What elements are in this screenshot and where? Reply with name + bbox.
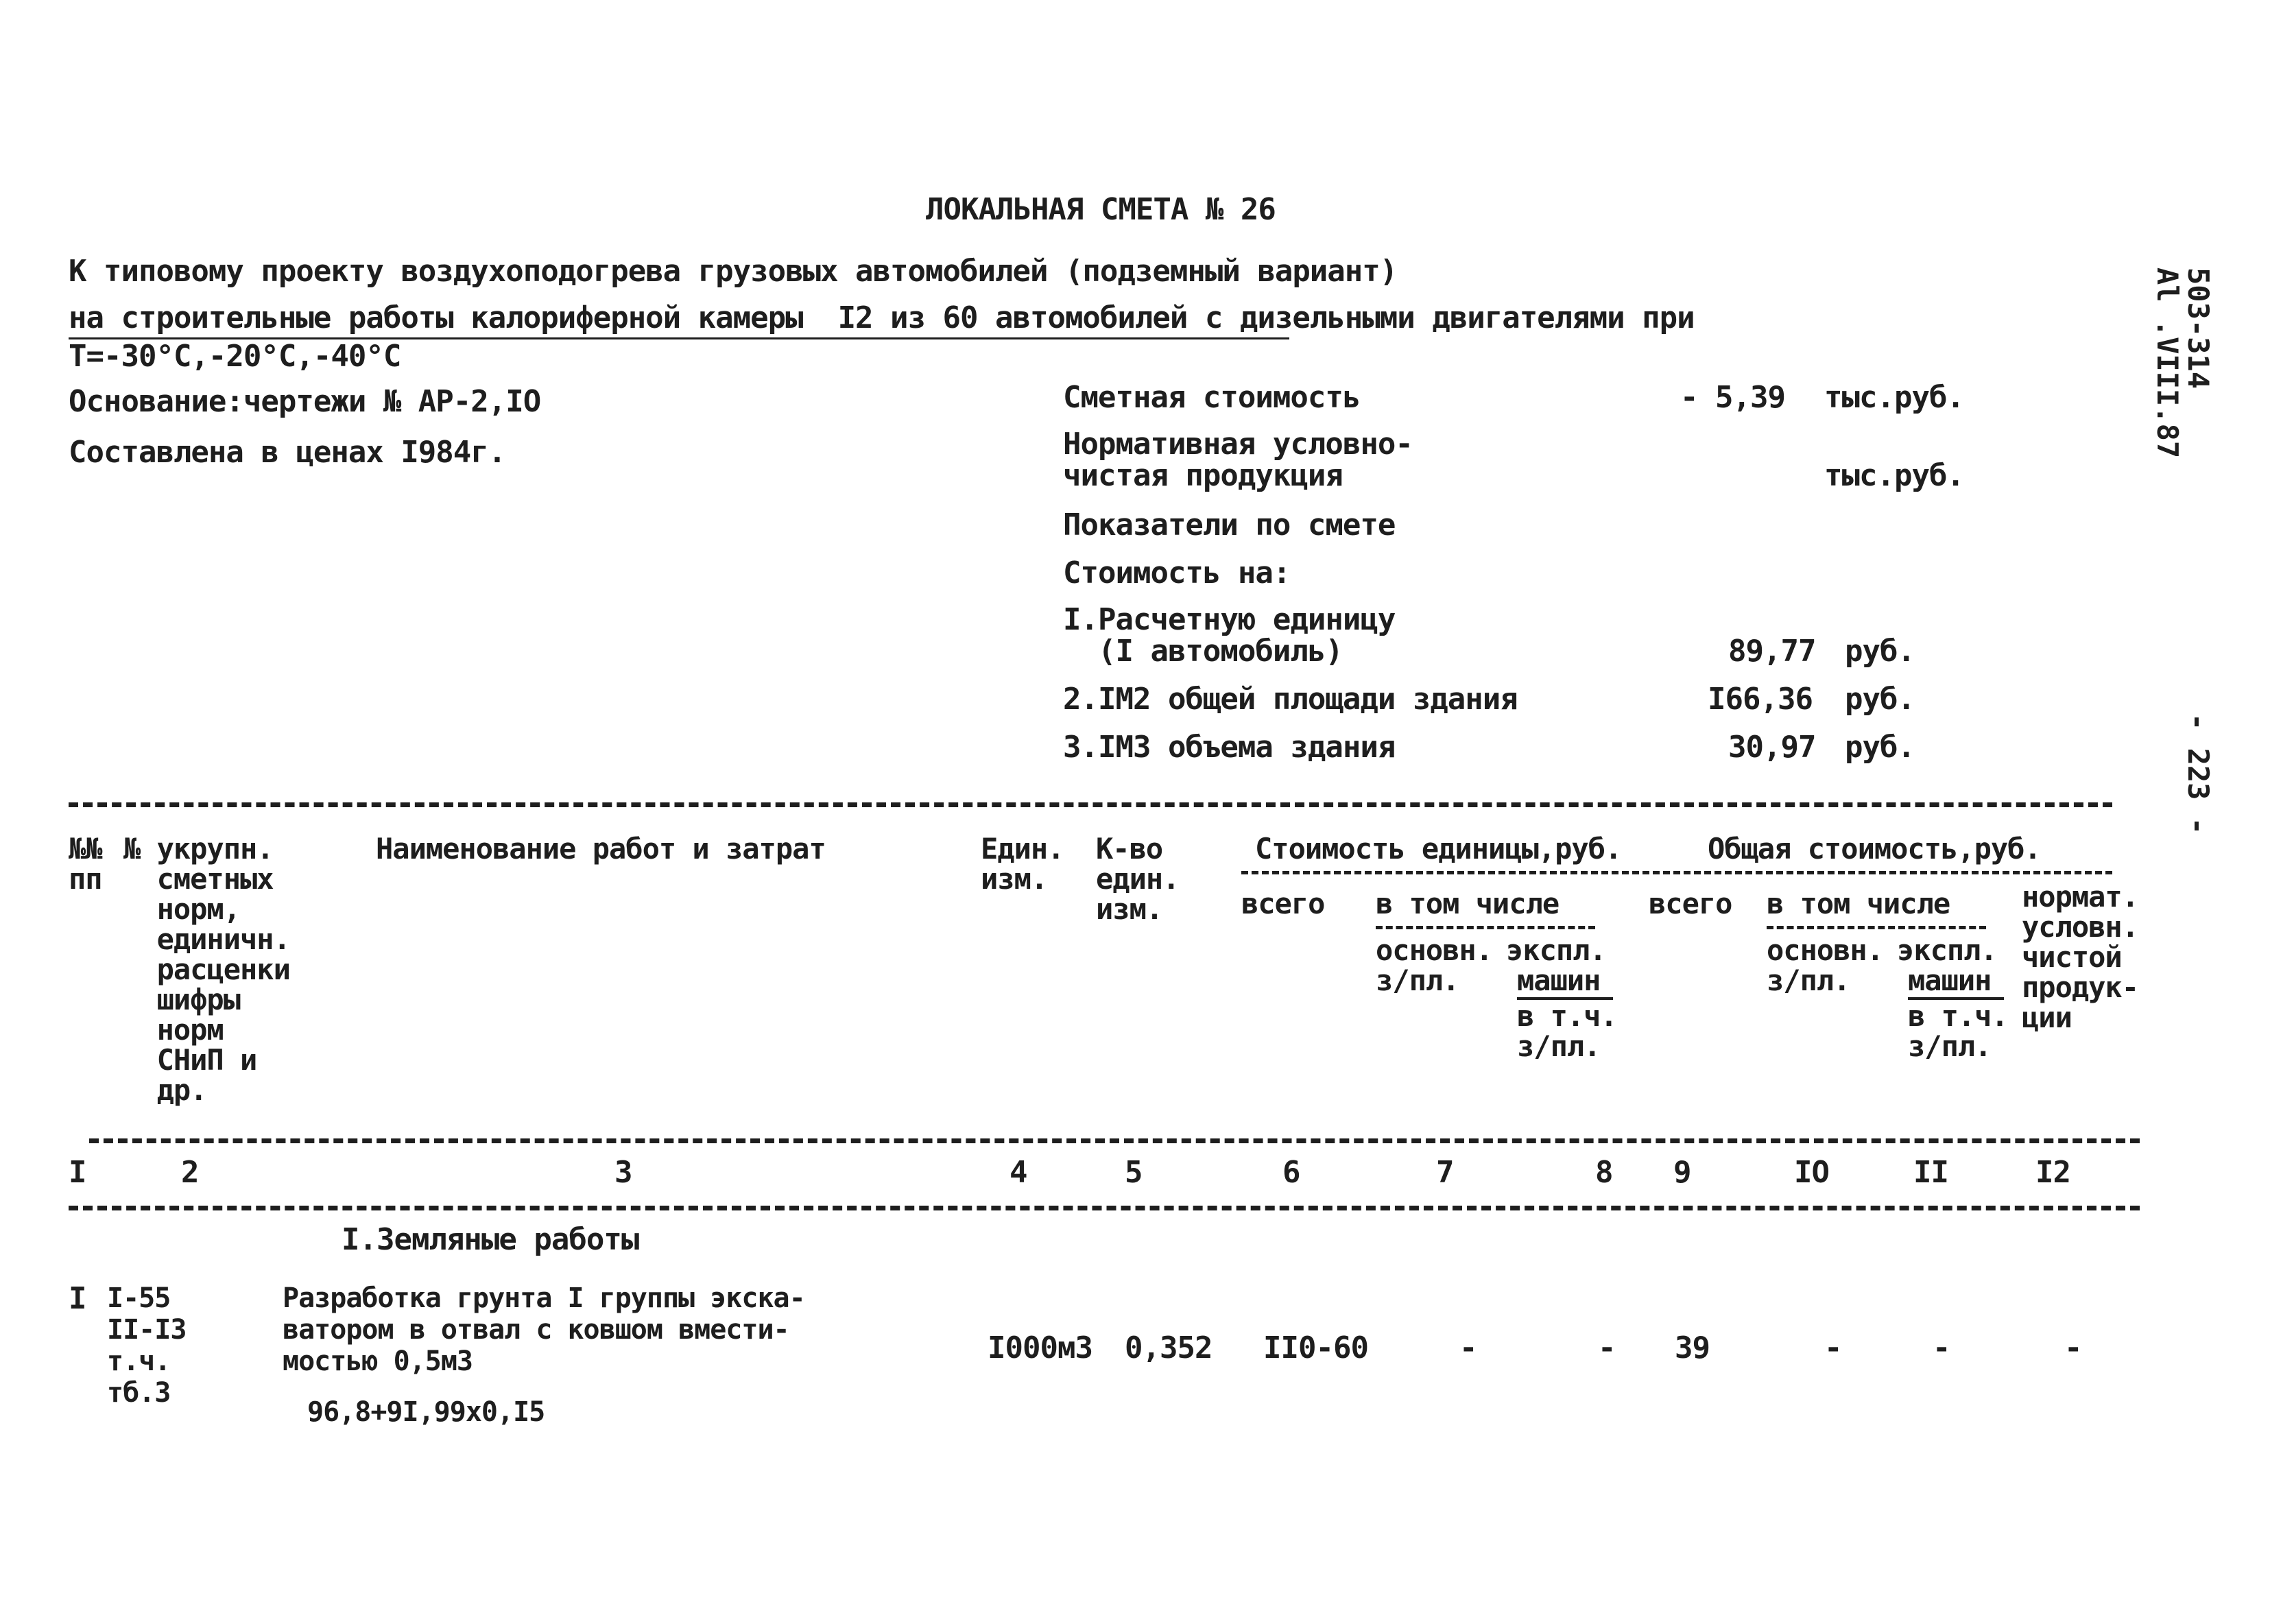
col-number-3: 3: [614, 1155, 632, 1190]
side-date: Al .VIII.87: [2151, 267, 2184, 459]
header-col1: №№ пп: [69, 832, 102, 896]
header-unit-cost: Стоимость единицы,руб.: [1255, 832, 1622, 865]
header-top-rule: [69, 802, 2112, 807]
col-number-4: 4: [1009, 1155, 1027, 1190]
header-col8-1: экспл.: [1506, 933, 1606, 967]
row-quantity: 0,352: [1125, 1330, 1212, 1365]
estimate-cost-unit: тыс.руб.: [1824, 380, 1964, 415]
header-col9: всего: [1649, 887, 1732, 920]
row-unit-mach: -: [1598, 1330, 1616, 1365]
row-norm: -: [2064, 1330, 2082, 1365]
row-total-main: -: [1824, 1330, 1842, 1365]
row-total-mach: -: [1933, 1330, 1950, 1365]
header-col10: основн. з/пл.: [1767, 933, 1884, 997]
col-number-10: IO: [1794, 1155, 1829, 1190]
header-col2: № укрупн. сметных норм, единичн. расценки шифры норм СНиП и др.: [123, 832, 290, 1107]
page-title: ЛОКАЛЬНАЯ СМЕТА № 26: [926, 192, 1276, 227]
cost-on-label: Стоимость на:: [1063, 556, 1291, 590]
page-number: - 223 -: [2182, 713, 2215, 835]
item1-label-1: I.Расчетную единицу: [1063, 602, 1396, 637]
header-col7: основн. з/пл.: [1376, 933, 1493, 997]
item3-label: 3.IМ3 объема здания: [1063, 730, 1396, 765]
col-number-12: I2: [2035, 1155, 2070, 1190]
item2-value: I66,36: [1708, 682, 1813, 717]
item2-label: 2.IМ2 общей площади здания: [1063, 682, 1518, 717]
header-col12: нормат. условн. чистой продук- ции: [2022, 880, 2139, 1034]
row-code: I-55 II-I3 т.ч. тб.3: [107, 1282, 187, 1409]
header-col11-1: экспл.: [1897, 933, 1997, 967]
norm-product-label-2: чистая продукция: [1063, 458, 1343, 493]
header-col8-2: машин: [1517, 964, 1601, 997]
header-col4: Един. изм.: [981, 832, 1064, 896]
subtitle-line-3: Т=-30°С,-20°С,-40°С: [69, 339, 401, 374]
header-col3: Наименование работ и затрат: [376, 832, 826, 865]
norm-product-label-1: Нормативная условно-: [1063, 427, 1413, 462]
basis-text: Основание:чертежи № АР-2,IО: [69, 384, 541, 419]
row-unit: I000м3: [988, 1330, 1092, 1365]
estimate-cost-value: - 5,39: [1680, 380, 1785, 415]
col-number-6: 6: [1282, 1155, 1300, 1190]
row-total: 39: [1675, 1330, 1710, 1365]
norm-product-unit: тыс.руб.: [1824, 458, 1964, 493]
row-unit-main: -: [1459, 1330, 1477, 1365]
col-number-8: 8: [1595, 1155, 1613, 1190]
item1-label-2: (I автомобиль): [1063, 634, 1343, 669]
item1-value: 89,77: [1728, 634, 1816, 669]
col-number-2: 2: [181, 1155, 199, 1190]
header-col5: К-во един. изм.: [1096, 832, 1180, 926]
section-title: I.Земляные работы: [342, 1222, 639, 1257]
side-code: 503-314: [2182, 267, 2215, 390]
header-col11-2: машин: [1908, 964, 1992, 997]
row-calculation: 96,8+9I,99x0,I5: [307, 1396, 545, 1428]
row-number: I: [69, 1281, 86, 1316]
header-incl-2-rule: [1767, 926, 1986, 929]
prices-text: Составлена в ценах I984г.: [69, 435, 506, 470]
row-description: Разработка грунта I группы экска- ватором в отвал с ковшом вмести- мостью 0,5м3: [283, 1282, 805, 1377]
header-incl-1-rule: [1376, 926, 1595, 929]
header-incl-2: в том числе: [1767, 887, 1950, 920]
row-unit-total: II0-60: [1263, 1330, 1368, 1365]
col-number-1: I: [69, 1155, 86, 1190]
item1-unit: руб.: [1845, 634, 1915, 669]
subtitle-line-2: на строительные работы калориферной камеры I2 из 60 автомобилей с дизельными двигателями при: [69, 300, 1695, 335]
estimate-cost-label: Сметная стоимость: [1063, 380, 1361, 415]
item3-value: 30,97: [1728, 730, 1816, 765]
header-col6: всего: [1241, 887, 1325, 920]
header-incl-1: в том числе: [1376, 887, 1560, 920]
col-number-9: 9: [1673, 1155, 1691, 1190]
header-total-cost: Общая стоимость,руб.: [1708, 832, 2041, 865]
column-numbers-rule: [69, 1206, 2140, 1210]
col-number-7: 7: [1436, 1155, 1454, 1190]
item2-unit: руб.: [1845, 682, 1915, 717]
header-bottom-rule: [89, 1138, 2140, 1143]
subtitle-line-1: К типовому проекту воздухоподогрева грузовых автомобилей (подземный вариант): [69, 254, 1398, 289]
col-number-11: II: [1913, 1155, 1948, 1190]
header-cost-rule: [1241, 871, 2112, 874]
item3-unit: руб.: [1845, 730, 1915, 765]
header-col11-3: в т.ч. з/пл.: [1908, 999, 2008, 1063]
col-number-5: 5: [1125, 1155, 1143, 1190]
header-col8-3: в т.ч. з/пл.: [1517, 999, 1617, 1063]
indicators-label: Показатели по смете: [1063, 508, 1396, 542]
